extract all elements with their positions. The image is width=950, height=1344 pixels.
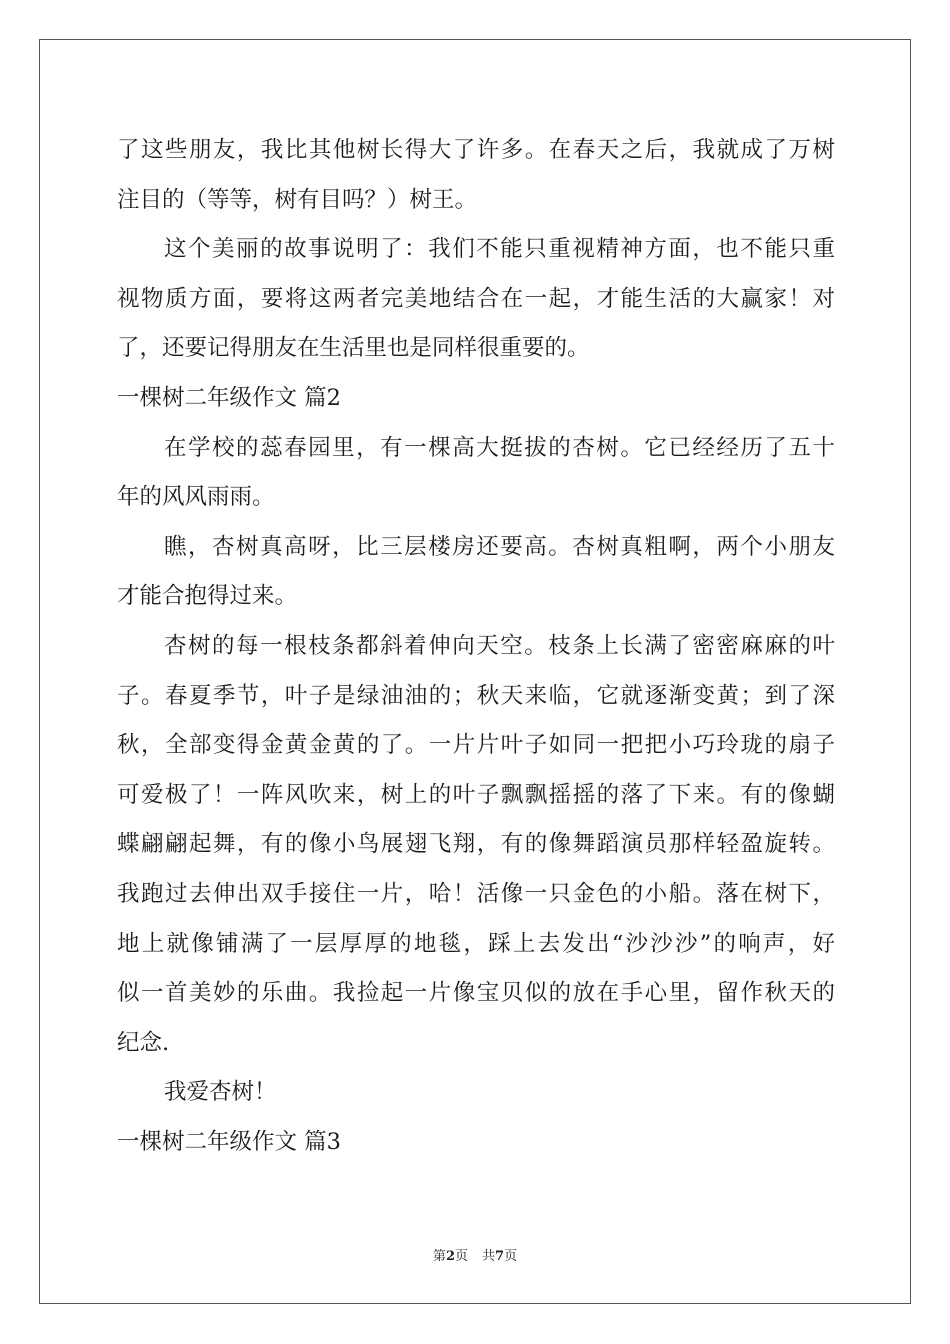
document-body [117, 126, 835, 1167]
text-line: 在学校的蕊春园里，有一棵高大挺拔的杏树。它已经经历了五十 [164, 434, 835, 461]
text-line: 可爱极了！一阵风吹来，树上的叶子飘飘摇摇的落了下来。有的像蝴 [117, 781, 835, 808]
text-line: 瞧，杏树真高呀，比三层楼房还要高。杏树真粗啊，两个小朋友 [164, 533, 835, 560]
page-number-current: 2 [445, 1249, 455, 1264]
text-line: 了这些朋友，我比其他树长得大了许多。在春天之后，我就成了万树 [117, 137, 835, 163]
text-line: 我爱杏树！ [164, 1079, 277, 1106]
text-line: 我跑过去伸出双手接住一片，哈！活像一只金色的小船。落在树下， [117, 880, 835, 907]
text-line: 蝶翩翩起舞，有的像小鸟展翅飞翔，有的像舞蹈演员那样轻盈旋转。 [117, 831, 835, 858]
paragraph [117, 523, 835, 622]
paragraph [117, 622, 835, 1068]
section-heading [117, 1118, 835, 1168]
text-line: 视物质方面，要将这两者完美地结合在一起，才能生活的大赢家！对 [117, 285, 835, 312]
text-line: 这个美丽的故事说明了：我们不能只重视精神方面，也不能只重 [164, 236, 835, 263]
text-line: 秋，全部变得金黄金黄的了。一片片叶子如同一把把小巧玲珑的扇子 [117, 732, 835, 759]
section-heading [117, 374, 835, 424]
text-line: 年的风风雨雨。 [117, 484, 275, 511]
text-line: 地上就像铺满了一层厚厚的地毯，踩上去发出“沙沙沙”的响声，好 [117, 930, 835, 957]
text-line: 才能合抱得过来。 [117, 583, 298, 610]
text-line: 杏树的每一根枝条都斜着伸向天空。枝条上长满了密密麻麻的叶 [164, 632, 835, 659]
text-line: 注目的（等等，树有目吗？）树王。 [117, 186, 478, 213]
text-line: 了，还要记得朋友在生活里也是同样很重要的。 [117, 335, 590, 362]
page-number-prefix: 第 [432, 1249, 446, 1264]
text-line: 子。春夏季节，叶子是绿油油的；秋天来临，它就逐渐变黄；到了深 [117, 682, 835, 709]
page-footer [0, 1245, 950, 1264]
text-line: 似一首美妙的乐曲。我捡起一片像宝贝似的放在手心里，留作秋天的 [117, 980, 835, 1007]
paragraph [117, 1068, 835, 1118]
page-number-total: 7 [495, 1249, 505, 1264]
paragraph [117, 424, 835, 523]
page-total-prefix: 共 [482, 1249, 496, 1264]
text-line: 纪念. [117, 1029, 170, 1056]
page-total-suffix: 页 [504, 1249, 518, 1264]
heading-text: 一棵树二年级作文 篇2 [117, 384, 341, 411]
heading-text: 一棵树二年级作文 篇3 [117, 1128, 341, 1155]
page-number-suffix: 页 [454, 1249, 468, 1264]
paragraph [117, 225, 835, 374]
paragraph [117, 126, 835, 225]
